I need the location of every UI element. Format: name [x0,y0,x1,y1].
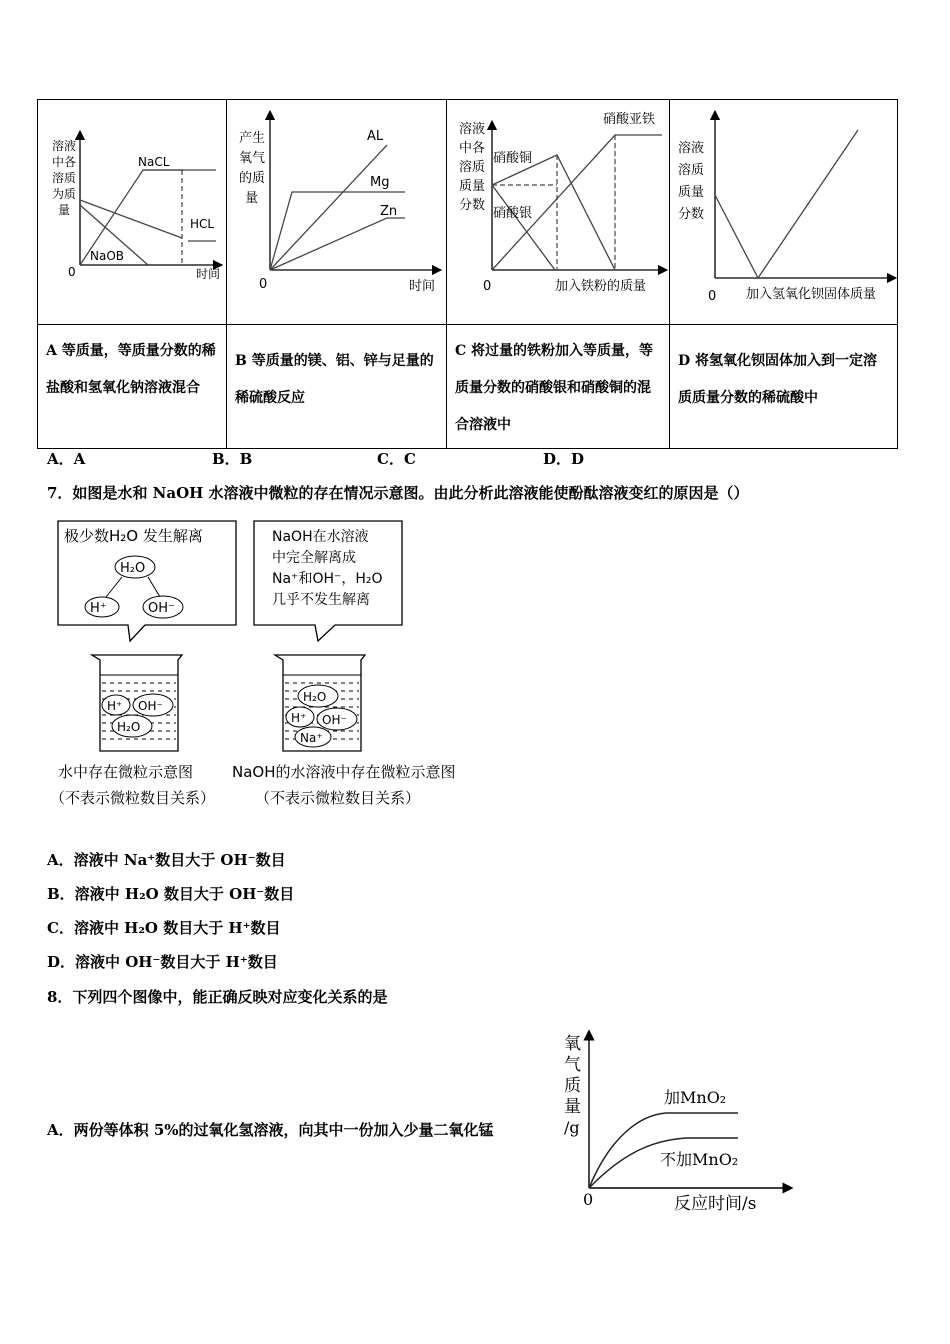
series-ag-nitrate: 硝酸银 [493,206,533,221]
oh-ion-label: OH⁻ [148,601,175,616]
y-label-4: 为质 [52,187,77,201]
x-label: 时间 [196,267,221,281]
ag-nitrate-line [492,185,555,270]
y-label-4: 分数 [678,207,705,222]
x-label: 反应时间/s [674,1194,757,1214]
q6-caption-d: D 将氢氧化钡固体加入到一定溶质质量分数的稀硫酸中 [670,325,898,449]
series-fe-nitrate: 硝酸亚铁 [603,112,656,127]
series-al: AL [367,129,384,144]
origin-label: 0 [259,277,268,292]
graph-c-svg [447,100,669,320]
q6-graph-d [670,100,898,325]
y-label-2: 中各 [52,155,77,169]
y-label-4: 质量 [459,179,486,194]
q6-graph-a [38,100,227,325]
q6-caption-c: C 将过量的铁粉加入等质量，等质量分数的硝酸银和硝酸铜的混合溶液中 [447,325,670,449]
y-label-3: 溶质 [52,171,77,185]
graph-a-svg [38,100,226,320]
d-curve [715,130,858,278]
y-label-1: 产生 [239,131,266,146]
q7-option-d[interactable]: D．溶液中 OH⁻数目大于 H⁺数目 [47,953,278,971]
q6-graph-b [227,100,447,325]
svg-text:质: 质 [564,1076,581,1096]
q8-stem: 8．下列四个图像中，能正确反映对应变化关系的是 [47,988,388,1006]
svg-text:H⁺: H⁺ [107,699,123,713]
y-label-1: 溶液 [678,141,705,156]
svg-text:Na⁺: Na⁺ [300,731,323,745]
q6-options-table [37,99,898,449]
zn-line [270,218,405,270]
y-label-2: 中各 [459,141,486,156]
right-callout-line2: 中完全解离成 [272,550,356,566]
q6-answer-c[interactable]: C．C [377,450,416,468]
svg-text:OH⁻: OH⁻ [322,713,347,727]
svg-text:OH⁻: OH⁻ [138,699,163,713]
series-hcl: HCL [190,217,215,231]
origin-label: 0 [708,289,717,304]
origin-label: 0 [583,1190,594,1209]
series-cu-nitrate: 硝酸铜 [493,151,533,166]
q7-option-a[interactable]: A．溶液中 Na⁺数目大于 OH⁻数目 [47,851,286,869]
y-label-4: 量 [245,191,259,206]
x-label: 时间 [409,279,436,294]
water-note: （不表示微粒数目关系） [50,789,216,807]
series-mg: Mg [370,175,390,190]
series-naob: NaOB [90,249,125,263]
q6-answer-b[interactable]: B．B [212,450,253,468]
origin-label: 0 [68,265,76,279]
q7-option-b[interactable]: B．溶液中 H₂O 数目大于 OH⁻数目 [47,885,295,903]
q7-option-c[interactable]: C．溶液中 H₂O 数目大于 H⁺数目 [47,919,281,937]
y-label-1: 溶液 [52,139,77,153]
q8-option-a[interactable]: A．两份等体积 5%的过氧化氢溶液，向其中一份加入少量二氧化锰 [47,1121,494,1139]
svg-text:/g: /g [564,1118,580,1137]
series-without-mno2: 不加MnO₂ [660,1150,739,1169]
naoh-label: NaOH的水溶液中存在微粒示意图 [232,763,456,781]
q6-caption-a: A 等质量，等质量分数的稀盐酸和氢氧化钠溶液混合 [38,325,227,449]
x-label: 加入铁粉的质量 [555,279,647,294]
y-label-5: 量 [58,203,71,217]
svg-text:氧: 氧 [564,1034,581,1054]
graph-d-svg [670,100,897,320]
water-label: 水中存在微粒示意图 [58,763,194,781]
naoh-beaker [275,655,365,751]
x-label: 加入氢氧化钡固体质量 [746,287,877,302]
y-label-5: 分数 [459,198,486,213]
svg-text:H⁺: H⁺ [291,711,307,725]
q6-caption-b: B 等质量的镁、铝、锌与足量的稀硫酸反应 [227,325,447,449]
q7-stem: 7．如图是水和 NaOH 水溶液中微粒的存在情况示意图。由此分析此溶液能使酚酞溶液变红的原因是（） [47,484,749,502]
naoh-note: （不表示微粒数目关系） [255,789,421,807]
y-label-3: 质量 [678,185,705,200]
svg-text:量: 量 [564,1097,581,1117]
y-label-3: 溶质 [459,160,486,175]
h2o-label: H₂O [120,561,146,576]
q6-answer-d[interactable]: D．D [543,450,585,468]
y-label-1: 溶液 [459,122,486,137]
svg-text:H₂O: H₂O [303,690,327,704]
origin-label: 0 [483,279,492,294]
left-callout-text: 极少数H₂O 发生解离 [64,527,203,545]
q7-diagram [50,515,500,815]
series-zn: Zn [380,204,398,219]
series-nacl: NaCL [138,155,170,169]
svg-text:气: 气 [564,1055,581,1075]
q6-answer-a[interactable]: A．A [47,450,86,468]
right-callout-line4: 几乎不发生解离 [272,592,370,608]
q6-graph-c [447,100,670,325]
y-label-2: 溶质 [678,163,705,178]
water-beaker [92,655,182,751]
graph-b-svg [227,100,446,320]
series-with-mno2: 加MnO₂ [664,1088,727,1107]
h-ion-label: H⁺ [90,601,107,616]
svg-text:H₂O: H₂O [117,720,141,734]
q8-chart [556,1025,796,1220]
y-label-3: 的质 [239,171,266,186]
right-callout-line1: NaOH在水溶液 [272,529,369,545]
y-label-2: 氧气 [239,151,266,166]
right-callout-line3: Na⁺和OH⁻，H₂O [272,571,383,587]
